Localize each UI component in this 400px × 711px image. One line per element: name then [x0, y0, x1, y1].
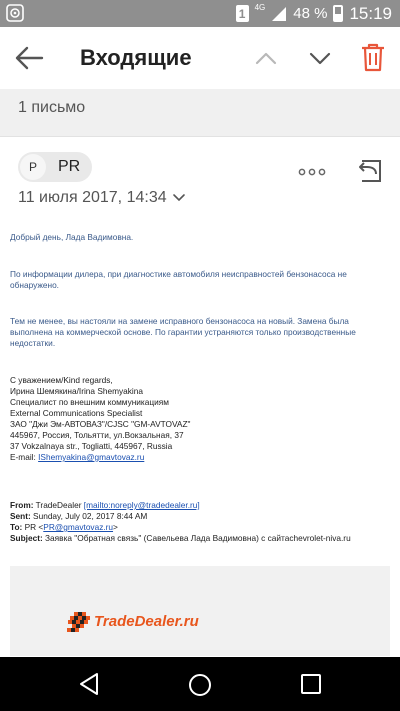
to-value: PR < — [22, 522, 44, 532]
from-label: From: — [10, 500, 34, 510]
message-count-bar — [0, 89, 400, 137]
from-value: TradeDealer — [33, 500, 84, 510]
back-arrow-icon[interactable] — [14, 45, 44, 71]
signature-line: ЗАО "Джи Эм-АВТОВАЗ"/CJSC "GM-AVTOVAZ" — [10, 419, 191, 429]
message-body — [10, 232, 390, 463]
status-bar — [0, 0, 400, 27]
body-paragraph-1: По информации дилера, при диагностике автомобиля неисправностей бензонасоса не обнаружено. — [10, 269, 347, 290]
clock: 15:19 — [349, 3, 392, 23]
tradedealer-logo — [66, 610, 216, 636]
app-bar — [0, 27, 400, 89]
signature-line: External Communications Specialist — [10, 408, 143, 418]
message-date[interactable] — [18, 189, 186, 207]
to-label: To: — [10, 522, 23, 532]
reply-icon[interactable] — [356, 157, 384, 185]
from-mailto-link[interactable]: [mailto:noreply@tradedealer.ru] — [83, 500, 200, 510]
message-count: 1 письмо — [18, 99, 86, 116]
subject-value: Заявка "Обратная связь" (Савельева Лада Вадимовна) с сайтаchevrolet-niva.ru — [42, 533, 351, 543]
system-nav-bar — [0, 657, 400, 711]
email-banner — [10, 566, 390, 656]
signature — [10, 375, 390, 463]
signature-line: Ирина Шемякина/Irina Shemyakina — [10, 386, 143, 396]
nav-back-icon[interactable] — [78, 672, 100, 696]
nav-home-icon[interactable] — [188, 673, 212, 697]
sender-chip[interactable] — [18, 152, 92, 182]
signature-line: 37 Vokzalnaya str., Togliatti, 445967, Russia — [10, 441, 173, 451]
sender-name: PR — [58, 158, 81, 175]
battery-icon — [333, 5, 343, 22]
email-link[interactable]: IShemyakina@gmavtovaz.ru — [38, 452, 145, 462]
subject-label: Subject: — [10, 533, 43, 543]
more-options-icon[interactable] — [298, 167, 326, 177]
signature-line: Специалист по внешним коммуникациям — [10, 397, 169, 407]
forwarded-header — [10, 500, 390, 544]
trash-icon[interactable] — [360, 42, 386, 72]
signal-icon — [271, 6, 287, 22]
chevron-down-icon — [172, 193, 186, 203]
chevron-up-icon[interactable] — [254, 47, 278, 69]
sim-icon: 1 — [236, 5, 249, 22]
signature-email-line — [10, 452, 390, 463]
checkered-flag-icon — [66, 610, 92, 636]
email-label: E-mail: — [10, 452, 39, 462]
nav-recent-apps-icon[interactable] — [301, 674, 321, 694]
greeting: Добрый день, Лада Вадимовна. — [10, 232, 134, 242]
chevron-down-icon[interactable] — [308, 47, 332, 69]
app-notification-icon — [6, 4, 24, 22]
avatar: P — [20, 154, 46, 180]
page-title: Входящие — [80, 45, 192, 70]
sent-value: Sunday, July 02, 2017 8:44 AM — [30, 511, 148, 521]
body-paragraph-2: Тем не менее, вы настояли на замене исправного бензонасоса на новый. Замена была выполнена на коммерческой основе. По гарантии устраняются только производственные недостатки. — [10, 316, 356, 348]
network-type: 4G — [254, 3, 266, 12]
sent-label: Sent: — [10, 511, 31, 521]
to-end: > — [113, 522, 118, 532]
to-email-link[interactable]: PR@gmavtovaz.ru — [43, 522, 114, 532]
logo-text: TradeDealer.ru — [94, 613, 199, 630]
signature-line: 445967, Россия, Тольятти, ул.Вокзальная, 37 — [10, 430, 184, 440]
battery-percent: 48 % — [293, 5, 328, 22]
signature-line: С уважением/Kind regards, — [10, 375, 113, 385]
date-text: 11 июля 2017, 14:34 — [18, 189, 167, 206]
